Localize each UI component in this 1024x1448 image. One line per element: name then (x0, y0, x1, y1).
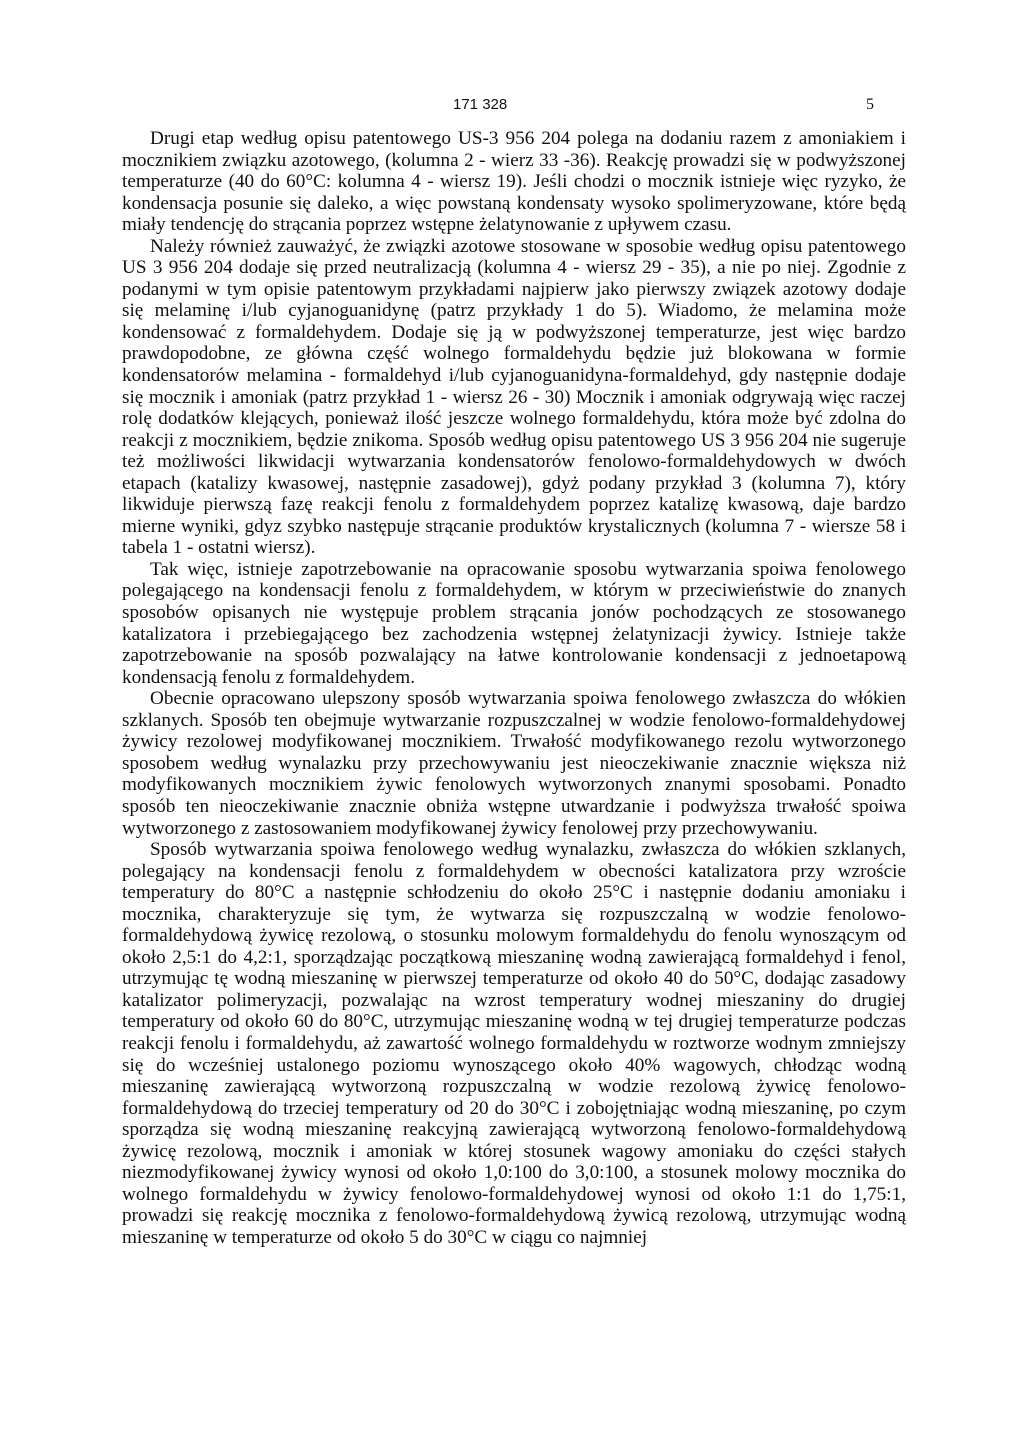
paragraph-5: Sposób wytwarzania spoiwa fenolowego według wynalazku, zwłaszcza do włókien szklanych, polegający na kondensacji fenolu z formaldehydem w obecności katalizatora przy wzroście temperatury do 80°C a następnie schłodzeniu do około 25°C i następnie dodaniu amoniaku i mocznika, charakteryzuje się tym, że wytwarza się rozpuszczalną w wodzie fenolowo-formaldehydową żywicę rezolową, o stosunku molowym formaldehydu do fenolu wynoszącym od około 2,5:1 do 4,2:1, sporządzając początkową mieszaninę wodną zawierającą formaldehyd i fenol, utrzymując tę wodną mieszaninę w pierwszej temperaturze od około 40 do 50°C, dodając zasadowy katalizator polimeryzacji, pozwalając na wzrost temperatury wodnej mieszaniny do drugiej temperatury od około 60 do 80°C, utrzymując mieszaninę wodną w tej drugiej temperaturze podczas reakcji fenolu i formaldehydu, aż zawartość wolnego formaldehydu w roztworze wodnym zmniejszy się do wcześniej ustalonego poziomu wynoszącego około 40% wagowych, chłodząc wodną mieszaninę zawierającą wytworzoną rozpuszczalną w wodzie rezolową żywicę fenolowo-formaldehydową do trzeciej temperatury od 20 do 30°C i zobojętniając wodną mieszaninę, po czym sporządza się wodną mieszaninę reakcyjną zawierającą wytworzoną fenolowo-formaldehydową żywicę rezolową, mocznik i amoniak w której stosunek wagowy amoniaku do części stałych niezmodyfikowanej żywicy wynosi od około 1,0:100 do 3,0:100, a stosunek molowy mocznika do wolnego formaldehydu w żywicy fenolowo-formaldehydowej wynosi od około 1:1 do 1,75:1, prowadzi się reakcję mocznika z fenolowo-formaldehydową żywicą rezolową, utrzymując wodną mieszaninę w temperaturze od około 5 do 30°C w ciągu co najmniej (122, 839, 906, 1248)
body-text (122, 128, 906, 1248)
paragraph-4: Obecnie opracowano ulepszony sposób wytwarzania spoiwa fenolowego zwłaszcza do włókien szklanych. Sposób ten obejmuje wytwarzanie rozpuszczalnej w wodzie fenolowo-formaldehydowej żywicy rezolowej modyfikowanej mocznikiem. Trwałość modyfikowanego rezolu wytworzonego sposobem według wynalazku przy przechowywaniu jest nieoczekiwanie znacznie większa niż modyfikowanych mocznikiem żywic fenolowych wytworzonych znanymi sposobami. Ponadto sposób ten nieoczekiwanie znacznie obniża wstępne utwardzanie i podwyższa trwałość spoiwa wytworzonego z zastosowaniem modyfikowanej żywicy fenolowej przy przechowywaniu. (122, 688, 906, 839)
paragraph-2: Należy również zauważyć, że związki azotowe stosowane w sposobie według opisu patentowego US 3 956 204 dodaje się przed neutralizacją (kolumna 4 - wiersz 29 - 35), a nie po niej. Zgodnie z podanymi w tym opisie patentowym przykładami najpierw jako pierwszy związek azotowy dodaje się melaminę i/lub cyjanoguanidynę (patrz przykłady 1 do 5). Wiadomo, że melamina może kondensować z formaldehydem. Dodaje się ją w podwyższonej temperaturze, jest więc bardzo prawdopodobne, ze główna część wolnego formaldehydu będzie już blokowana w formie kondensatorów melamina - formaldehyd i/lub cyjanoguanidyna-formaldehyd, gdy następnie dodaje się mocznik i amoniak (patrz przykład 1 - wiersz 26 - 30) Mocznik i amoniak odgrywają więc raczej rolę dodatków klejących, ponieważ ilość jeszcze wolnego formaldehydu, która może być zdolna do reakcji z mocznikiem, będzie znikoma. Sposób według opisu patentowego US 3 956 204 nie sugeruje też możliwości likwidacji wytwarzania kondensatorów fenolowo-formaldehydowych w dwóch etapach (katalizy kwasowej, następnie zasadowej), gdyż podany przykład 3 (kolumna 7), który likwiduje pierwszą fazę reakcji fenolu z formaldehydem poprzez katalizę kwasową, daje bardzo mierne wyniki, gdyz szybko następuje strącanie produktów krystalicznych (kolumna 7 - wiersze 58 i tabela 1 - ostatni wiersz). (122, 235, 906, 559)
patent-number: 171 328 (453, 96, 508, 113)
page-number: 5 (866, 96, 874, 113)
paragraph-3: Tak więc, istnieje zapotrzebowanie na opracowanie sposobu wytwarzania spoiwa fenolowego polegającego na kondensacji fenolu z formaldehydem, w którym w przeciwieństwie do znanych sposobów opisanych nie występuje problem strącania jonów pochodzących ze stosowanego katalizatora i przebiegającego bez zachodzenia wstępnej żelatynizacji żywicy. Istnieje także zapotrzebowanie na sposób pozwalający na łatwe kontrolowanie kondensacji z jednoetapową kondensacją fenolu z formaldehydem. (122, 558, 906, 688)
page-header (0, 96, 1024, 120)
paragraph-1: Drugi etap według opisu patentowego US-3 956 204 polega na dodaniu razem z amoniakiem i mocznikiem związku azotowego, (kolumna 2 - wierz 33 -36). Reakcję prowadzi się w podwyższonej temperaturze (40 do 60°C: kolumna 4 - wiersz 19). Jeśli chodzi o mocznik istnieje więc ryzyko, że kondensacja posunie się daleko, a więc powstaną kondensaty wysoko spolimeryzowane, które będą miały tendencję do strącania poprzez wstępne żelatynowanie z upływem czasu. (122, 128, 906, 236)
